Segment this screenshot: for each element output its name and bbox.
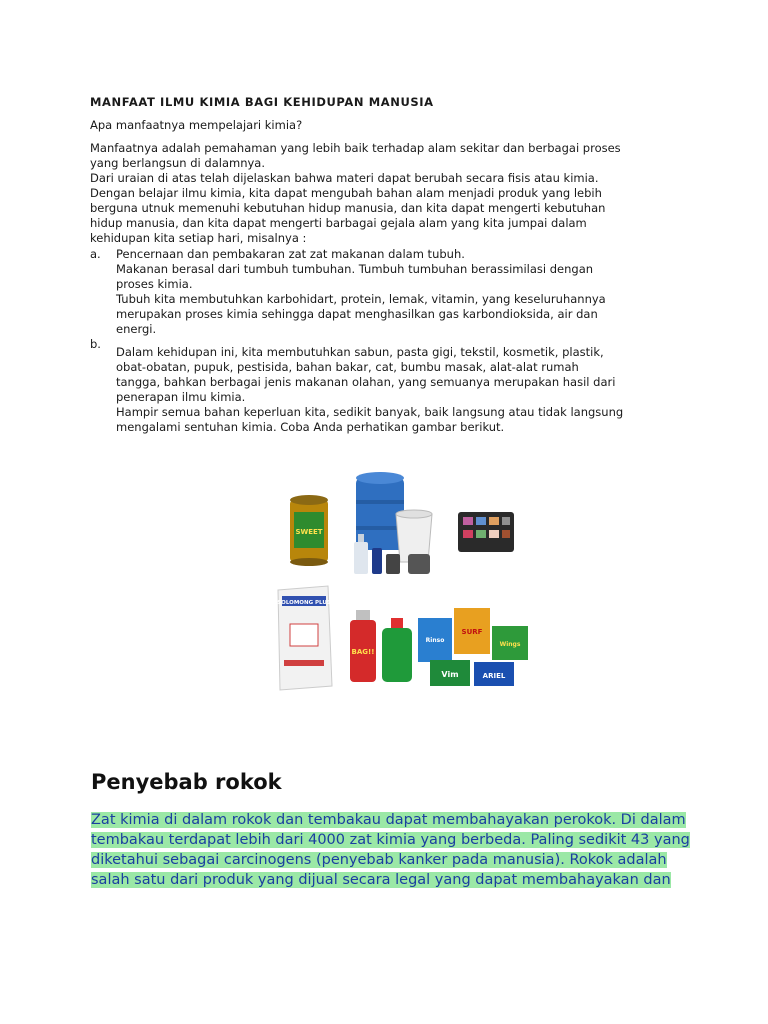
section-title: Penyebab rokok [91, 770, 282, 794]
examples-list [90, 247, 690, 435]
text-line: proses kimia. [116, 277, 193, 291]
text-line: berguna utnuk memenuhi kebutuhan hidup manusia, dan kita dapat mengerti kebutuhan [90, 201, 606, 215]
spray-can-icon [350, 610, 376, 682]
text-line: Dalam kehidupan ini, kita membutuhkan sabun, pasta gigi, tekstil, kosmetik, plastik, [116, 345, 604, 359]
text-line: yang berlangsun di dalamnya. [90, 156, 265, 170]
question-text: Apa manfaatnya mempelajari kimia? [90, 118, 303, 132]
fertilizer-sack-icon [277, 586, 332, 690]
pack2-label: SURF [461, 628, 483, 636]
pack4-label: Vim [441, 670, 459, 679]
can-label: SWEET [295, 528, 323, 536]
text-line: Makanan berasal dari tumbuh tumbuhan. Tumbuh tumbuhan berassimilasi dengan [116, 262, 594, 276]
text-line: mengalami sentuhan kimia. Coba Anda perhatikan gambar berikut. [116, 420, 505, 434]
text-line: penerapan ilmu kimia. [116, 390, 246, 404]
text-line: Dari uraian di atas telah dijelaskan bahwa materi dapat berubah secara fisis atau kimia. [90, 171, 599, 185]
sack-label: SOLOMONG PLUS [277, 600, 331, 606]
makeup-palette-icon [458, 512, 514, 552]
text-line: kehidupan kita setiap hari, misalnya : [90, 231, 307, 245]
highlighted-paragraph [91, 810, 691, 890]
highlighted-line: tembakau terdapat lebih dari 4000 zat kimia yang berbeda. Paling sedikit 43 yang [91, 832, 690, 848]
text-line: merupakan proses kimia sehingga dapat menghasilkan gas karbondioksida, air dan [116, 307, 598, 321]
text-line: Pencernaan dan pembakaran zat zat makanan dalam tubuh. [116, 247, 465, 261]
highlighted-line: Zat kimia di dalam rokok dan tembakau dapat membahayakan perokok. Di dalam [91, 812, 686, 828]
document-body [90, 95, 690, 435]
text-line: tangga, bahkan berbagai jenis makanan olahan, yang semuanya merupakan hasil dari [116, 375, 616, 389]
text-line: Dengan belajar ilmu kimia, kita dapat mengubah bahan alam menjadi produk yang lebih [90, 186, 602, 200]
text-line: Manfaatnya adalah pemahaman yang lebih baik terhadap alam sekitar dan berbagai proses [90, 141, 621, 155]
text-line: Hampir semua bahan keperluan kita, sedikit banyak, baik langsung atau tidak langsung [116, 405, 624, 419]
spray-label: BAG!! [351, 648, 375, 656]
list-marker: b. [90, 337, 101, 351]
text-line: Tubuh kita membutuhkan karbohidart, protein, lemak, vitamin, yang keseluruhannya [116, 292, 606, 306]
intro-paragraph [90, 141, 690, 246]
pack1-label: Rinso [425, 637, 445, 644]
list-item [90, 339, 690, 435]
highlighted-line: salah satu dari produk yang dijual secara legal yang dapat membahayakan dan [91, 872, 671, 888]
highlighted-line: diketahui sebagai carcinogens (penyebab kanker pada manusia). Rokok adalah [91, 852, 667, 868]
products-illustration [258, 450, 538, 725]
list-marker: a. [90, 247, 101, 261]
document-heading: MANFAAT ILMU KIMIA BAGI KEHIDUPAN MANUSIA [90, 95, 434, 109]
tin-can-icon [290, 495, 328, 566]
text-line: hidup manusia, dan kita dapat mengerti barbagai gejala alam yang kita jumpai dalam [90, 216, 587, 230]
pack5-label: ARIEL [482, 672, 506, 680]
text-line: obat-obatan, pupuk, pestisida, bahan bakar, cat, bumbu masak, alat-alat rumah [116, 360, 579, 374]
chemical-products-image [258, 450, 538, 725]
list-item [90, 247, 690, 337]
text-line: energi. [116, 322, 157, 336]
pack3-label: Wings [499, 641, 521, 648]
